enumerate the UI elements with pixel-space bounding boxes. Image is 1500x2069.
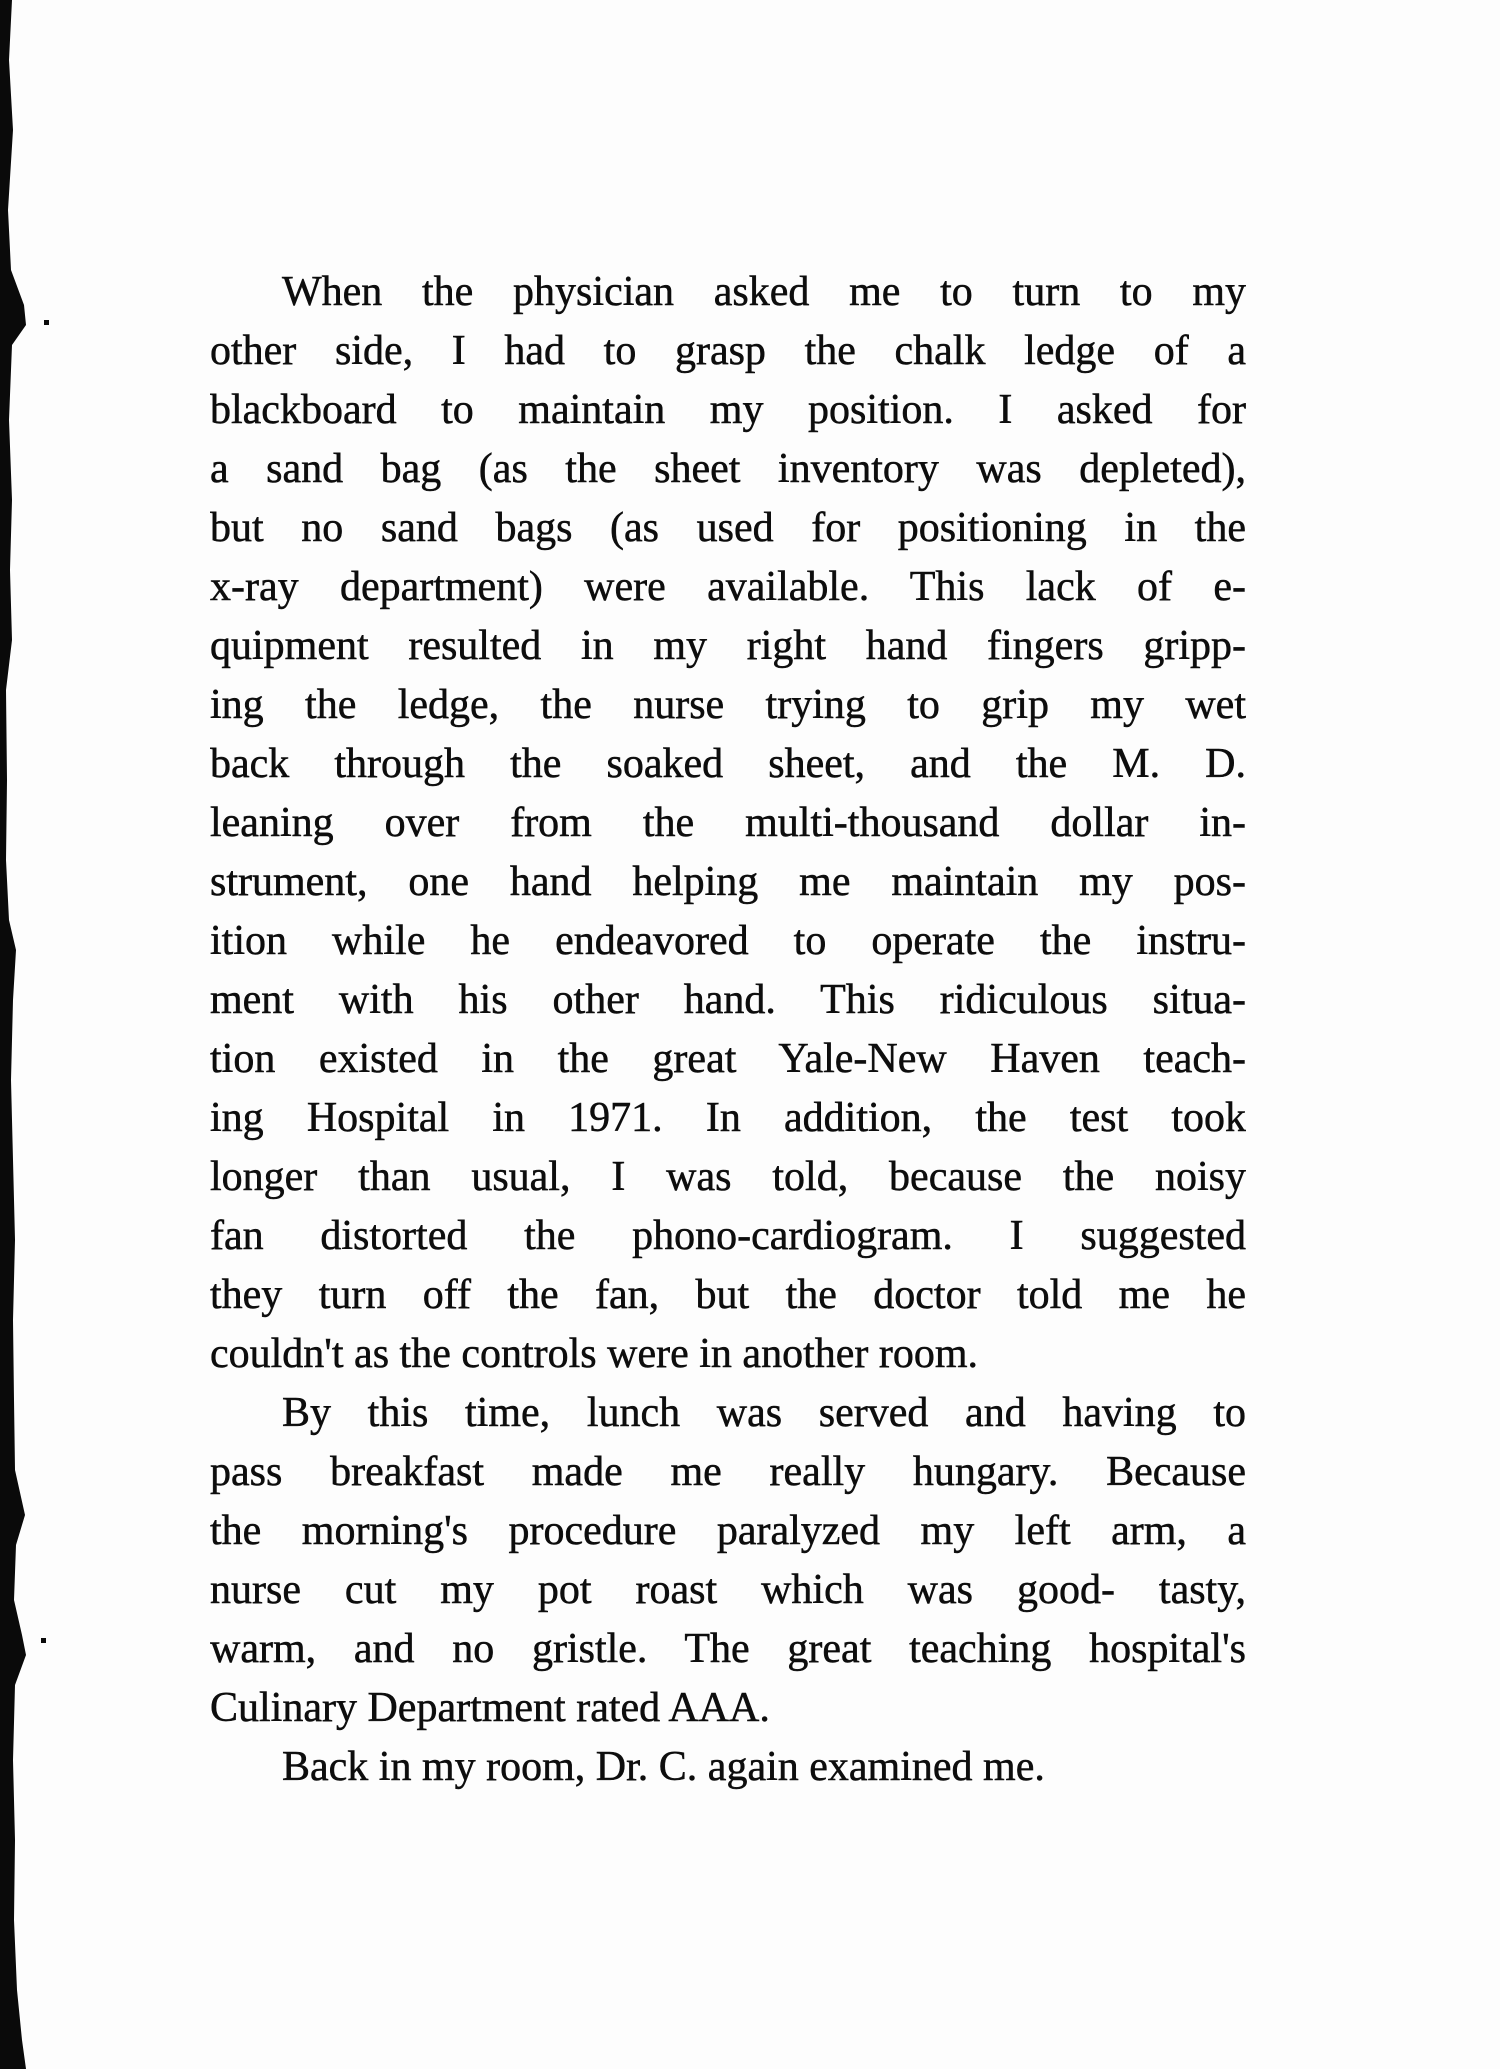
- text-line: x-ray department) were available. This lack of e-: [210, 564, 1246, 610]
- text-line: Back in my room, Dr. C. again examined me.: [282, 1744, 1045, 1790]
- text-line: leaning over from the multi-thousand dollar in-: [210, 800, 1246, 846]
- text-line: nurse cut my pot roast which was good- tasty,: [210, 1567, 1246, 1613]
- paragraph-1: [210, 263, 1246, 1384]
- text-line: ment with his other hand. This ridiculous situa-: [210, 977, 1246, 1023]
- text-line: quipment resulted in my right hand fingers gripp-: [210, 623, 1246, 669]
- text-line: Culinary Department rated AAA.: [210, 1685, 770, 1731]
- paragraph-2: [210, 1384, 1246, 1738]
- text-line: strument, one hand helping me maintain my pos-: [210, 859, 1246, 905]
- text-line: the morning's procedure paralyzed my left arm, a: [210, 1508, 1246, 1554]
- text-line: blackboard to maintain my position. I asked for: [210, 387, 1246, 433]
- text-line: a sand bag (as the sheet inventory was depleted),: [210, 446, 1246, 492]
- text-line: ition while he endeavored to operate the instru-: [210, 918, 1246, 964]
- text-line: other side, I had to grasp the chalk ledge of a: [210, 328, 1246, 374]
- text-line: ing Hospital in 1971. In addition, the test took: [210, 1095, 1246, 1141]
- text-line: they turn off the fan, but the doctor told me he: [210, 1272, 1246, 1318]
- text-line: longer than usual, I was told, because the noisy: [210, 1154, 1246, 1200]
- text-line: back through the soaked sheet, and the M. D.: [210, 741, 1246, 787]
- text-line: pass breakfast made me really hungary. Because: [210, 1449, 1246, 1495]
- text-line: tion existed in the great Yale-New Haven teach-: [210, 1036, 1246, 1082]
- text-line: ing the ledge, the nurse trying to grip my wet: [210, 682, 1246, 728]
- text-line: but no sand bags (as used for positioning in the: [210, 505, 1246, 551]
- text-line: When the physician asked me to turn to my: [282, 269, 1246, 315]
- scan-edge-artifact: [0, 0, 60, 2069]
- text-line: warm, and no gristle. The great teaching hospital's: [210, 1626, 1246, 1672]
- text-line: fan distorted the phono-cardiogram. I suggested: [210, 1213, 1246, 1259]
- page-text-block: [210, 263, 1246, 1797]
- text-line: By this time, lunch was served and having to: [282, 1390, 1246, 1436]
- paragraph-3: [210, 1738, 1246, 1797]
- text-line: couldn't as the controls were in another room.: [210, 1331, 979, 1377]
